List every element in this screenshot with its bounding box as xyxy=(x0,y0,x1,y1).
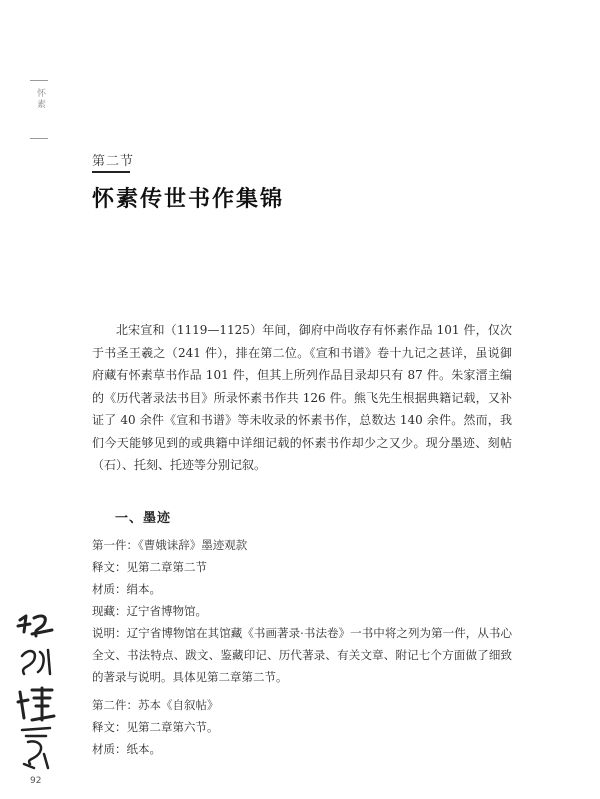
entry-2-transcription: 释文：见第二章第六节。 xyxy=(92,720,219,734)
entry-1-transcription: 释文：见第二章第二节 xyxy=(92,560,207,574)
side-running-title: 怀素 xyxy=(35,88,45,110)
section-underline xyxy=(92,171,130,173)
entry-1 xyxy=(92,534,512,688)
page-number: 92 xyxy=(30,776,42,786)
intro-paragraph: 北宋宣和（1119—1125）年间，御府中尚收存有怀素作品 101 件，仅次于书圣王羲之（241 件），排在第二位。《宣和书谱》卷十九记之甚详，虽说御府藏有怀素草书作品 101 件，但其上所列作品目录却只有 87 件。朱家溍主编的《历代著录法书目》所录怀素书作共 126 件。熊飞先生根据典籍记载，又补证了 40 余件《宣和书谱》等未收录的怀素书作，总数达 140 余件。然而，我们今天能够见到的或典籍中详细记载的怀素书作却少之又少。现分墨迹、刻帖（石）、托刻、托迹等分别记叙。 xyxy=(92,323,512,472)
entry-2-title: 第二件：苏本《自叙帖》 xyxy=(92,698,219,712)
entry-list xyxy=(92,534,512,766)
side-rule-top xyxy=(30,80,48,81)
entry-1-note: 说明：辽宁省博物馆在其馆藏《书画著录·书法卷》一书中将之列为第一件，从书心全文、书法特点、跋文、鉴藏印记、历代著录、有关文章、附记七个方面做了细致的著录与说明。具体见第二章第二节。 xyxy=(92,626,512,684)
entry-2 xyxy=(92,694,512,760)
entry-2-material: 材质：纸本。 xyxy=(92,742,161,756)
side-rule-bottom xyxy=(30,138,48,139)
entry-1-collection: 现藏：辽宁省博物馆。 xyxy=(92,604,207,618)
calligraphy-seal-icon xyxy=(14,612,58,772)
subsection-heading: 一、墨迹 xyxy=(115,511,172,526)
page-title: 怀素传世书作集锦 xyxy=(92,186,285,212)
section-label: 第二节 xyxy=(92,154,135,169)
entry-1-material: 材质：绢本。 xyxy=(92,582,161,596)
entry-1-title: 第一件：《曹娥诔辞》墨迹观款 xyxy=(92,538,248,552)
